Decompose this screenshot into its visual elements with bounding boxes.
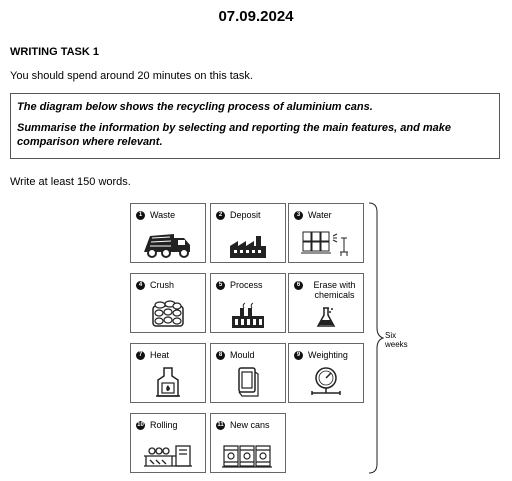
instruction-text: You should spend around 20 minutes on this task. [10, 70, 253, 82]
step-number: 3 [294, 211, 303, 220]
water-spray-icon [299, 228, 353, 258]
step-label: Weighting [308, 350, 348, 360]
step-label: Heat [150, 350, 170, 360]
processing-plant-icon [230, 302, 266, 328]
step-card-weighting [288, 343, 364, 403]
step-card-deposit [210, 203, 286, 263]
step-card-waste [130, 203, 206, 263]
six-weeks-brace [368, 202, 384, 474]
task-heading: WRITING TASK 1 [10, 46, 100, 58]
new-cans-icon [221, 442, 275, 468]
step-number: 6 [294, 281, 303, 290]
step-number: 10 [137, 422, 144, 428]
furnace-icon [153, 366, 183, 398]
step-label: Erase with chemicals [313, 280, 356, 300]
step-label: Rolling [150, 420, 178, 430]
step-card-rolling [130, 413, 206, 473]
step-number: 8 [216, 351, 225, 360]
step-card-mould [210, 343, 286, 403]
gauge-icon [308, 366, 344, 398]
step-number: 5 [216, 281, 225, 290]
step-number: 11 [217, 422, 224, 428]
step-card-crush [130, 273, 206, 333]
step-number: 7 [136, 351, 145, 360]
flask-icon [315, 306, 337, 328]
step-label: Process [230, 280, 263, 290]
prompt-box [10, 93, 500, 159]
step-label: Water [308, 210, 332, 220]
date-title: 07.09.2024 [218, 8, 294, 25]
step-label: Crush [150, 280, 175, 290]
crushed-cans-icon [150, 300, 186, 328]
step-card-process [210, 273, 286, 333]
step-label: Waste [150, 210, 176, 220]
garbage-truck-icon [140, 230, 196, 258]
step-number: 1 [136, 211, 145, 220]
step-number: 2 [216, 211, 225, 220]
prompt-line-1: The diagram below shows the recycling process of aluminium cans. [17, 101, 373, 113]
step-label: Mould [230, 350, 255, 360]
six-weeks-label: Six weeks [385, 331, 408, 349]
step-card-water [288, 203, 364, 263]
step-card-new-cans [210, 413, 286, 473]
rolling-machine-icon [142, 442, 194, 468]
factory-icon [228, 236, 268, 258]
mould-icon [236, 366, 260, 398]
word-count-text: Write at least 150 words. [10, 176, 131, 188]
step-label: New cans [230, 420, 270, 430]
step-number: 4 [136, 281, 145, 290]
prompt-line-2: Summarise the information by selecting and reporting the main features, and make comparison where relevant. [17, 122, 451, 148]
step-card-erase-with-chemicals [288, 273, 364, 333]
step-card-heat [130, 343, 206, 403]
step-number: 9 [294, 351, 303, 360]
step-label: Deposit [230, 210, 261, 220]
